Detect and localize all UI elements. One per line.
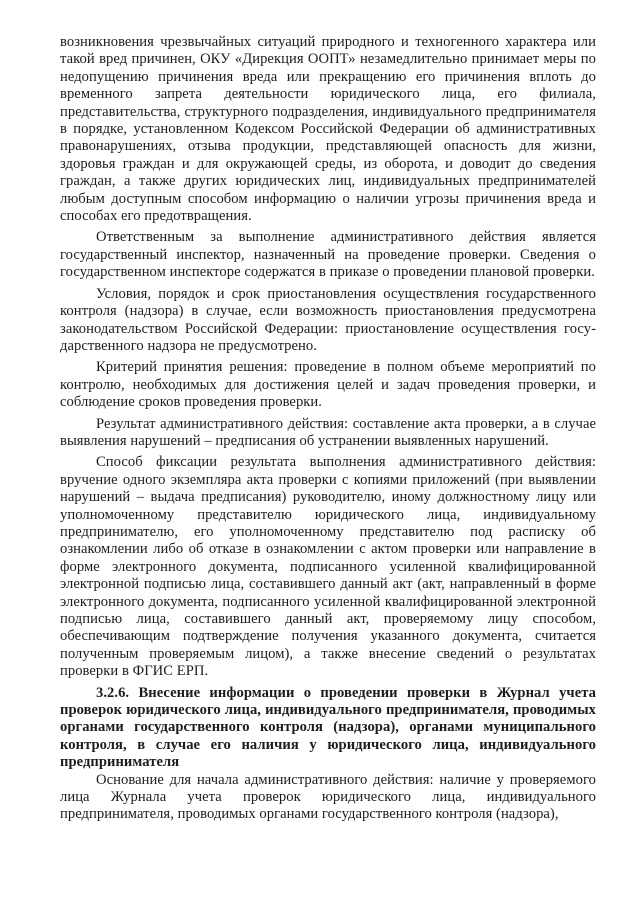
paragraph-result-fixation: Способ фиксации результата выполнения административного действия: вручение одного экземпляра акта проверки с копиями приложений (при выявлении нарушений – выдача предписания) руководителю, иному должностному лицу или уполномоченному представителю юридического лица, индивидуальному предпринимателю, его уполномоченному представителю под расписку об ознакомлении либо об отказе в ознакомлении с актом проверки или направление в форме электронного документа, подписанного усиленной квалифицированной электронной подписью лица, составившего данный акт (акт, направленный в форме электронного документа, подписанного усиленной квалифицированной электронной подписью лица, составившего данный акт, проверяемому лицу способом, обеспечивающим подтверждение получения указанного документа, считается полученным проверяемым лицом), а также внесение сведений о результатах проверки в ФГИС ЕРП. <box>60 454 596 680</box>
section-heading-3-2-6: 3.2.6. Внесение информации о проведении проверки в Журнал учета проверок юридического лица, индивидуального предпринимателя, проводимых органами государственного контроля (надзора), органами муниципального контроля, в случае его наличия у юридического лица, индивидуального предпринимателя <box>60 684 596 771</box>
paragraph-decision-criterion: Критерий принятия решения: проведение в полном объеме мероприятий по контролю, необходимых для достижения целей и задач проведения проверки, и соблюдение сроков проведения проверки. <box>60 359 596 411</box>
paragraph-threat-measures: возникновения чрезвычайных ситуаций природного и техногенного характера или такой вред причинен, ОКУ «Дирекция ООПТ» незамедлительно принимает меры по недопущению причинения вреда или прекращению его причинения вплоть до временного запрета деятельности юридического лица, его филиала, представительства, структурного подразделения, индивидуального предпринимателя в порядке, установленном Кодексом Российской Федерации об административных правонарушениях, отзыва продукции, представляющей опасность для жизни, здоровья граждан и для окружающей среды, из оборота, и доводит до сведения граждан, а также других юридических лиц, индивидуальных предпринимателей любым доступным способом информацию о наличии угрозы причинения вреда и способах его предотвращения. <box>60 34 596 225</box>
paragraph-action-basis: Основание для начала административного действия: наличие у проверяемого лица Журнала учета проверок юридического лица, индивидуального предпринимателя, проводимых органами государственного контроля (надзора), <box>60 771 596 823</box>
paragraph-suspension-conditions: Условия, порядок и срок приостановления осуществления государственного контроля (надзора) в случае, если возможность приостановления предусмотрена законодательством Российской Федерации: приостановление осуществления госу-дарственного надзора не предусмотрено. <box>60 285 596 354</box>
paragraph-responsible-inspector: Ответственным за выполнение административного действия является государственный инспектор, назначенный на проведение проверки. Сведения о государственном инспекторе содержатся в приказе о проведении плановой проверки. <box>60 229 596 281</box>
document-body <box>60 34 596 824</box>
paragraph-action-result: Результат административного действия: составление акта проверки, а в случае выявления нарушений – предписания об устранении выявленных нарушений. <box>60 415 596 449</box>
